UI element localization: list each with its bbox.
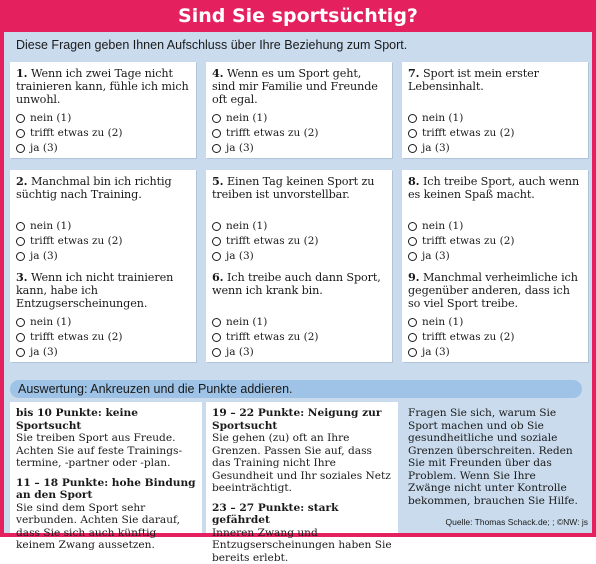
answer-option[interactable] [16,345,190,360]
answer-option[interactable] [212,249,386,264]
page-title: Sind Sie sportsüchtig? [178,5,418,27]
answer-option[interactable] [408,249,582,264]
answer-option-label: nein (1) [226,112,268,124]
score-range-text: Sie sind dem Sport sehr verbunden. Achten Sie darauf, dass Sie sich auch künftig keinem Zwang aussetzen. [16,501,180,551]
question-card [402,266,588,362]
answer-option[interactable] [212,111,386,126]
radio-circle-icon[interactable] [408,114,417,123]
radio-circle-icon[interactable] [212,114,221,123]
answer-option-label: trifft etwas zu (2) [30,127,123,139]
question-text [16,271,190,311]
question-text [212,271,386,311]
answer-option-label: trifft etwas zu (2) [422,235,515,247]
question-text [212,67,386,107]
answer-option-label: trifft etwas zu (2) [422,127,515,139]
answer-option[interactable] [408,141,582,156]
radio-circle-icon[interactable] [212,318,221,327]
question-number: 2. [16,174,28,188]
answer-option[interactable] [16,249,190,264]
radio-circle-icon[interactable] [16,252,25,261]
question-number: 4. [212,66,224,80]
radio-circle-icon[interactable] [16,318,25,327]
question-text [16,67,190,107]
answer-option[interactable] [212,234,386,249]
answer-option-label: nein (1) [422,316,464,328]
answer-option-label: trifft etwas zu (2) [422,331,515,343]
answer-option[interactable] [212,126,386,141]
answer-option-label: nein (1) [422,220,464,232]
answer-option-label: ja (3) [30,142,58,154]
question-label: Wenn ich zwei Tage nicht trainieren kann, fühle ich mich unwohl. [16,67,189,106]
question-label: Wenn es um Sport geht, sind mir Familie und Freunde oft egal. [212,67,378,106]
question-label: Ich treibe auch dann Sport, wenn ich krank bin. [212,271,381,297]
question-text [16,175,190,215]
score-range-heading: 19 – 22 Punkte: Neigung zur Sportsucht [212,407,382,432]
radio-circle-icon[interactable] [16,144,25,153]
radio-circle-icon[interactable] [212,348,221,357]
answer-option-label: ja (3) [422,346,450,358]
radio-circle-icon[interactable] [408,333,417,342]
question-label: Wenn ich nicht trainieren kann, habe ich Entzugserscheinungen. [16,271,174,310]
answer-option[interactable] [16,126,190,141]
answer-option-label: nein (1) [30,316,72,328]
question-label: Einen Tag keinen Sport zu treiben ist unvorstellbar. [212,175,375,201]
radio-circle-icon[interactable] [212,222,221,231]
answer-option[interactable] [212,345,386,360]
answer-option[interactable] [212,315,386,330]
radio-circle-icon[interactable] [212,144,221,153]
evaluation-column-2 [206,402,398,564]
source-credit: Quelle: Thomas Schack.de; ; ©NW: js [445,517,588,527]
answer-option[interactable] [16,234,190,249]
question-card [10,170,196,266]
answer-option-label: nein (1) [30,112,72,124]
advice-text: Fragen Sie sich, warum Sie Sport machen und ob Sie gesundheitliche und soziale Grenzen überschreiten. Reden Sie mit Freunden über das Problem. Wenn Sie Ihre Zwänge nicht unter Kontrolle bekommen, brauchen Sie Hilfe. [408,407,578,507]
answer-option[interactable] [212,330,386,345]
radio-circle-icon[interactable] [16,114,25,123]
question-text [408,271,582,311]
question-number: 8. [408,174,420,188]
score-range-text: Sie gehen (zu) oft an Ihre Grenzen. Passen Sie auf, dass das Training nicht Ihre Gesundheit und Ihr soziales Netz beeinträchtigt. [212,432,391,494]
answer-option[interactable] [16,219,190,234]
answer-option[interactable] [408,345,582,360]
question-card [206,62,392,158]
radio-circle-icon[interactable] [408,348,417,357]
score-range-text: Inneren Zwang und Entzugserscheinungen haben Sie bereits erlebt. [212,526,392,564]
radio-circle-icon[interactable] [16,222,25,231]
question-card [10,266,196,362]
radio-circle-icon[interactable] [408,237,417,246]
answer-option[interactable] [408,315,582,330]
answer-option-label: ja (3) [226,142,254,154]
radio-circle-icon[interactable] [16,348,25,357]
question-number: 3. [16,270,28,284]
question-card [206,266,392,362]
score-range-heading: bis 10 Punkte: keine Sportsucht [16,407,139,432]
answer-option[interactable] [16,141,190,156]
answer-option-label: trifft etwas zu (2) [226,331,319,343]
radio-circle-icon[interactable] [212,129,221,138]
question-card [402,62,588,158]
title-bar [0,0,596,32]
answer-option-label: ja (3) [30,346,58,358]
radio-circle-icon[interactable] [212,333,221,342]
radio-circle-icon[interactable] [16,333,25,342]
answer-option-label: ja (3) [422,250,450,262]
answer-option-label: nein (1) [226,316,268,328]
answer-option[interactable] [408,330,582,345]
radio-circle-icon[interactable] [408,318,417,327]
answer-option-label: trifft etwas zu (2) [30,235,123,247]
radio-circle-icon[interactable] [212,252,221,261]
radio-circle-icon[interactable] [16,129,25,138]
question-number: 5. [212,174,224,188]
evaluation-label: Auswertung: Ankreuzen und die Punkte addieren. [10,380,582,398]
answer-option-label: ja (3) [226,250,254,262]
answer-option[interactable] [16,315,190,330]
question-label: Manchmal bin ich richtig süchtig nach Training. [16,175,172,201]
question-card [206,170,392,266]
question-number: 1. [16,66,28,80]
answer-option-label: ja (3) [30,250,58,262]
question-number: 9. [408,270,420,284]
answer-option[interactable] [408,219,582,234]
answer-option[interactable] [408,234,582,249]
question-card [10,62,196,158]
answer-option-label: ja (3) [226,346,254,358]
radio-circle-icon[interactable] [16,237,25,246]
evaluation-column-3 [402,402,584,533]
score-range-heading: 23 – 27 Punkte: stark gefährdet [212,501,339,526]
answer-option[interactable] [16,330,190,345]
radio-circle-icon[interactable] [212,237,221,246]
radio-circle-icon[interactable] [408,129,417,138]
question-card [402,170,588,266]
intro-text: Diese Fragen geben Ihnen Aufschluss über Ihre Beziehung zum Sport. [16,38,408,52]
answer-option[interactable] [212,141,386,156]
question-number: 6. [212,270,224,284]
radio-circle-icon[interactable] [408,222,417,231]
radio-circle-icon[interactable] [408,144,417,153]
answer-option[interactable] [408,126,582,141]
evaluation-column-1 [10,402,202,551]
answer-option[interactable] [16,111,190,126]
answer-option[interactable] [408,111,582,126]
radio-circle-icon[interactable] [408,252,417,261]
question-label: Sport ist mein erster Lebensinhalt. [408,67,539,93]
score-range-heading: 11 – 18 Punkte: hohe Bindung an den Sport [16,476,196,501]
question-text [408,67,582,107]
question-label: Manchmal verheimliche ich gegenüber anderen, dass ich so viel Sport treibe. [408,271,578,310]
question-text [212,175,386,215]
score-range-text: Sie treiben Sport aus Freude. Achten Sie auf feste Trainings-termine, -partner oder -plan. [16,432,183,469]
answer-option-label: trifft etwas zu (2) [30,331,123,343]
answer-option-label: trifft etwas zu (2) [226,235,319,247]
answer-option-label: nein (1) [226,220,268,232]
answer-option-label: ja (3) [422,142,450,154]
answer-option[interactable] [212,219,386,234]
answer-option-label: trifft etwas zu (2) [226,127,319,139]
question-label: Ich treibe Sport, auch wenn es keinen Spaß macht. [408,175,580,201]
answer-option-label: nein (1) [422,112,464,124]
question-number: 7. [408,66,420,80]
answer-option-label: nein (1) [30,220,72,232]
question-text [408,175,582,215]
